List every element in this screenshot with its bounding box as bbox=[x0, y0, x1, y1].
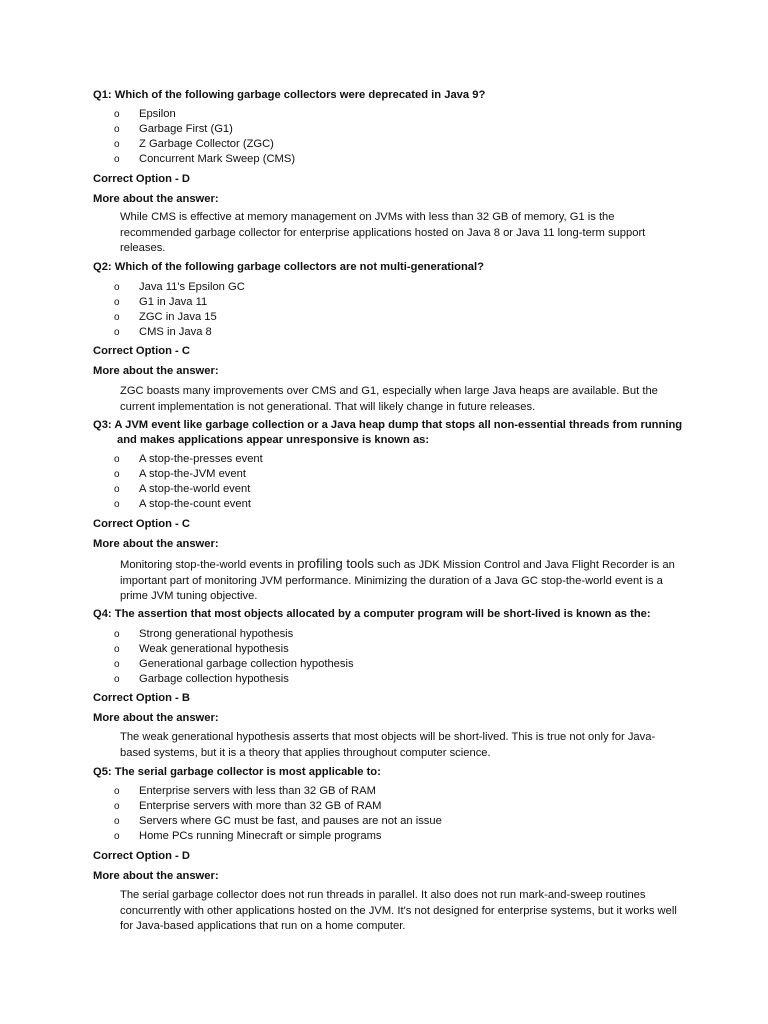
option-2b: o G1 in Java 11 bbox=[114, 296, 208, 308]
bullet-icon: o bbox=[114, 327, 120, 338]
bullet-icon: o bbox=[114, 454, 120, 465]
bullet-icon: o bbox=[114, 124, 120, 135]
profiling-tools-text: profiling tools bbox=[297, 556, 374, 571]
option-5a: o Enterprise servers with less than 32 GB of RAM bbox=[114, 785, 376, 797]
option-5b: o Enterprise servers with more than 32 GB of RAM bbox=[114, 800, 382, 812]
bullet-icon: o bbox=[114, 659, 120, 670]
option-4d: o Garbage collection hypothesis bbox=[114, 673, 289, 685]
option-1b: o Garbage First (G1) bbox=[114, 123, 233, 135]
option-3c: o A stop-the-world event bbox=[114, 483, 251, 495]
bullet-icon: o bbox=[114, 109, 120, 120]
bullet-icon: o bbox=[114, 297, 120, 308]
bullet-icon: o bbox=[114, 312, 120, 323]
bullet-icon: o bbox=[114, 786, 120, 797]
option-2c: o ZGC in Java 15 bbox=[114, 311, 217, 323]
option-3b: o A stop-the-JVM event bbox=[114, 468, 246, 480]
option-1a: o Epsilon bbox=[114, 108, 176, 120]
options-list-2 bbox=[114, 280, 245, 340]
option-5c: o Servers where GC must be fast, and pauses are not an issue bbox=[114, 815, 442, 827]
option-1d: o Concurrent Mark Sweep (CMS) bbox=[114, 153, 296, 165]
bullet-icon: o bbox=[114, 629, 120, 640]
question-3: Q3: A JVM event like garbage collection or a Java heap dump that stops all non-essential threads from running and makes applications appear unresponsive is known as: bbox=[93, 419, 683, 446]
bullet-icon: o bbox=[114, 674, 120, 685]
correct-option-4: Correct Option - B bbox=[93, 692, 190, 704]
correct-option-2: Correct Option - C bbox=[93, 345, 190, 357]
bullet-icon: o bbox=[114, 816, 120, 827]
explanation-1: While CMS is effective at memory management on JVMs with less than 32 GB of memory, G1 is the recommended garbage collector for enterprise applications hosted on Java 8 or Java 11 long-term support releases. bbox=[120, 211, 646, 254]
correct-option-5: Correct Option - D bbox=[93, 850, 190, 862]
bullet-icon: o bbox=[114, 484, 120, 495]
explanation-3: Monitoring stop-the-world events in profiling tools such as JDK Mission Control and Java Flight Recorder is an important part of monitoring JVM performance. Minimizing the duration of a Java GC stop-the-world event is a prime JVM tuning objective. bbox=[120, 556, 675, 602]
options-list-1 bbox=[114, 107, 295, 167]
question-4: Q4: The assertion that most objects allocated by a computer program will be short-lived is known as the: bbox=[93, 608, 651, 620]
explanation-4: The weak generational hypothesis asserts that most objects will be short-lived. This is true not only for Java-based systems, but it is a theory that applies throughout computer science. bbox=[120, 731, 656, 759]
option-2a: o Java 11's Epsilon GC bbox=[114, 281, 245, 293]
option-2d: o CMS in Java 8 bbox=[114, 326, 212, 338]
more-about-label-4: More about the answer: bbox=[93, 712, 219, 724]
option-3a: o A stop-the-presses event bbox=[114, 453, 263, 465]
option-3d: o A stop-the-count event bbox=[114, 498, 251, 510]
bullet-icon: o bbox=[114, 154, 120, 165]
more-about-label-1: More about the answer: bbox=[93, 193, 219, 205]
option-5d: o Home PCs running Minecraft or simple programs bbox=[114, 830, 382, 842]
explanation-5: The serial garbage collector does not run threads in parallel. It also does not run mark-and-sweep routines concurrently with other applications hosted on the JVM. It's not designed for enterprise systems, but it works well for Java-based applications that run on a home computer. bbox=[120, 889, 677, 932]
bullet-icon: o bbox=[114, 644, 120, 655]
question-2: Q2: Which of the following garbage collectors are not multi-generational? bbox=[93, 261, 484, 273]
option-4c: o Generational garbage collection hypothesis bbox=[114, 658, 354, 670]
correct-option-1: Correct Option - D bbox=[93, 173, 190, 185]
option-4a: o Strong generational hypothesis bbox=[114, 628, 294, 640]
options-list-3 bbox=[114, 452, 263, 512]
more-about-label-2: More about the answer: bbox=[93, 365, 219, 377]
more-about-label-3: More about the answer: bbox=[93, 538, 219, 550]
explanation-2: ZGC boasts many improvements over CMS and G1, especially when large Java heaps are available. But the current implementation is not generational. That will likely change in future releases. bbox=[120, 385, 658, 413]
bullet-icon: o bbox=[114, 282, 120, 293]
options-list-5 bbox=[114, 784, 442, 844]
correct-option-3: Correct Option - C bbox=[93, 518, 190, 530]
bullet-icon: o bbox=[114, 831, 120, 842]
question-1: Q1: Which of the following garbage collectors were deprecated in Java 9? bbox=[93, 89, 486, 101]
option-1c: o Z Garbage Collector (ZGC) bbox=[114, 138, 274, 150]
bullet-icon: o bbox=[114, 801, 120, 812]
more-about-label-5: More about the answer: bbox=[93, 870, 219, 882]
bullet-icon: o bbox=[114, 469, 120, 480]
option-4b: o Weak generational hypothesis bbox=[114, 643, 289, 655]
bullet-icon: o bbox=[114, 499, 120, 510]
bullet-icon: o bbox=[114, 139, 120, 150]
options-list-4 bbox=[114, 627, 354, 687]
question-5: Q5: The serial garbage collector is most applicable to: bbox=[93, 766, 381, 778]
